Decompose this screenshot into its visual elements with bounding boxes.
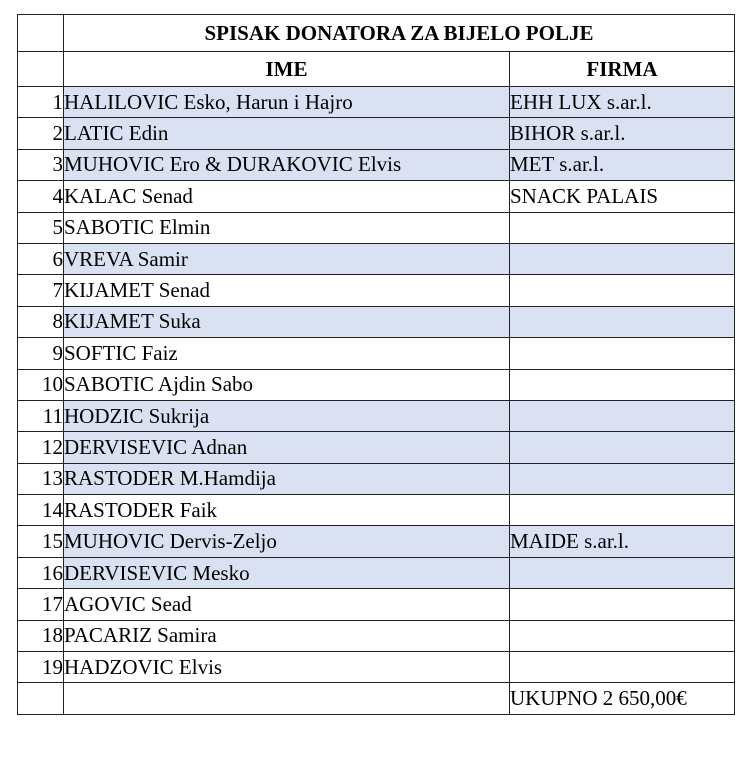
total-row xyxy=(18,683,735,714)
firm-cell[interactable]: BIHOR s.ar.l. xyxy=(510,118,735,149)
table-row xyxy=(18,306,735,337)
firm-cell[interactable] xyxy=(510,212,735,243)
row-number-cell[interactable]: 3 xyxy=(18,149,64,180)
title-row xyxy=(18,15,735,52)
donor-name-cell[interactable]: AGOVIC Sead xyxy=(64,589,510,620)
donor-name-cell[interactable]: RASTODER M.Hamdija xyxy=(64,463,510,494)
row-number-cell[interactable]: 14 xyxy=(18,495,64,526)
table-row xyxy=(18,181,735,212)
firm-cell[interactable] xyxy=(510,495,735,526)
firm-cell[interactable] xyxy=(510,400,735,431)
column-header-firma[interactable]: FIRMA xyxy=(510,52,735,87)
donor-name-cell[interactable]: MUHOVIC Dervis-Zeljo xyxy=(64,526,510,557)
row-number-cell[interactable]: 11 xyxy=(18,400,64,431)
header-row-number-cell[interactable] xyxy=(18,52,64,87)
donor-name-cell[interactable]: PACARIZ Samira xyxy=(64,620,510,651)
table-row xyxy=(18,243,735,274)
donor-name-cell[interactable]: KALAC Senad xyxy=(64,181,510,212)
table-row xyxy=(18,212,735,243)
column-header-ime[interactable]: IME xyxy=(64,52,510,87)
table-row xyxy=(18,87,735,118)
table-row xyxy=(18,149,735,180)
row-number-cell[interactable]: 16 xyxy=(18,557,64,588)
firm-cell[interactable] xyxy=(510,306,735,337)
donor-name-cell[interactable]: SABOTIC Ajdin Sabo xyxy=(64,369,510,400)
row-number-cell[interactable]: 5 xyxy=(18,212,64,243)
table-row xyxy=(18,369,735,400)
donor-table xyxy=(17,14,735,715)
donor-name-cell[interactable]: KIJAMET Suka xyxy=(64,306,510,337)
row-number-cell[interactable]: 1 xyxy=(18,87,64,118)
donor-name-cell[interactable]: SABOTIC Elmin xyxy=(64,212,510,243)
firm-cell[interactable] xyxy=(510,620,735,651)
row-number-cell[interactable]: 12 xyxy=(18,432,64,463)
total-row-name-cell[interactable] xyxy=(64,683,510,714)
table-row xyxy=(18,589,735,620)
firm-cell[interactable]: EHH LUX s.ar.l. xyxy=(510,87,735,118)
donor-name-cell[interactable]: DERVISEVIC Mesko xyxy=(64,557,510,588)
firm-cell[interactable]: MAIDE s.ar.l. xyxy=(510,526,735,557)
firm-cell[interactable] xyxy=(510,652,735,683)
row-number-cell[interactable]: 13 xyxy=(18,463,64,494)
table-row xyxy=(18,432,735,463)
firm-cell[interactable] xyxy=(510,369,735,400)
row-number-cell[interactable]: 17 xyxy=(18,589,64,620)
table-row xyxy=(18,620,735,651)
table-row xyxy=(18,463,735,494)
header-row xyxy=(18,52,735,87)
firm-cell[interactable]: SNACK PALAIS xyxy=(510,181,735,212)
firm-cell[interactable] xyxy=(510,463,735,494)
row-number-cell[interactable]: 4 xyxy=(18,181,64,212)
donor-name-cell[interactable]: HODZIC Sukrija xyxy=(64,400,510,431)
row-number-cell[interactable]: 10 xyxy=(18,369,64,400)
firm-cell[interactable] xyxy=(510,275,735,306)
total-amount-cell[interactable]: UKUPNO 2 650,00€ xyxy=(510,683,735,714)
firm-cell[interactable] xyxy=(510,557,735,588)
total-row-number-cell[interactable] xyxy=(18,683,64,714)
firm-cell[interactable] xyxy=(510,589,735,620)
row-number-cell[interactable]: 18 xyxy=(18,620,64,651)
row-number-cell[interactable]: 6 xyxy=(18,243,64,274)
table-row xyxy=(18,557,735,588)
donor-name-cell[interactable]: LATIC Edin xyxy=(64,118,510,149)
title-row-number-cell[interactable] xyxy=(18,15,64,52)
table-row xyxy=(18,526,735,557)
row-number-cell[interactable]: 2 xyxy=(18,118,64,149)
row-number-cell[interactable]: 19 xyxy=(18,652,64,683)
firm-cell[interactable]: MET s.ar.l. xyxy=(510,149,735,180)
row-number-cell[interactable]: 9 xyxy=(18,338,64,369)
row-number-cell[interactable]: 7 xyxy=(18,275,64,306)
table-row xyxy=(18,275,735,306)
firm-cell[interactable] xyxy=(510,243,735,274)
donor-table-body xyxy=(18,15,735,715)
firm-cell[interactable] xyxy=(510,432,735,463)
donor-name-cell[interactable]: HADZOVIC Elvis xyxy=(64,652,510,683)
donor-name-cell[interactable]: SOFTIC Faiz xyxy=(64,338,510,369)
table-row xyxy=(18,338,735,369)
table-row xyxy=(18,652,735,683)
table-row xyxy=(18,118,735,149)
firm-cell[interactable] xyxy=(510,338,735,369)
donor-name-cell[interactable]: RASTODER Faik xyxy=(64,495,510,526)
donor-name-cell[interactable]: KIJAMET Senad xyxy=(64,275,510,306)
sheet-title[interactable]: SPISAK DONATORA ZA BIJELO POLJE xyxy=(64,15,735,52)
donor-name-cell[interactable]: VREVA Samir xyxy=(64,243,510,274)
donor-name-cell[interactable]: DERVISEVIC Adnan xyxy=(64,432,510,463)
table-row xyxy=(18,495,735,526)
donor-name-cell[interactable]: HALILOVIC Esko, Harun i Hajro xyxy=(64,87,510,118)
donor-name-cell[interactable]: MUHOVIC Ero & DURAKOVIC Elvis xyxy=(64,149,510,180)
table-row xyxy=(18,400,735,431)
row-number-cell[interactable]: 8 xyxy=(18,306,64,337)
row-number-cell[interactable]: 15 xyxy=(18,526,64,557)
